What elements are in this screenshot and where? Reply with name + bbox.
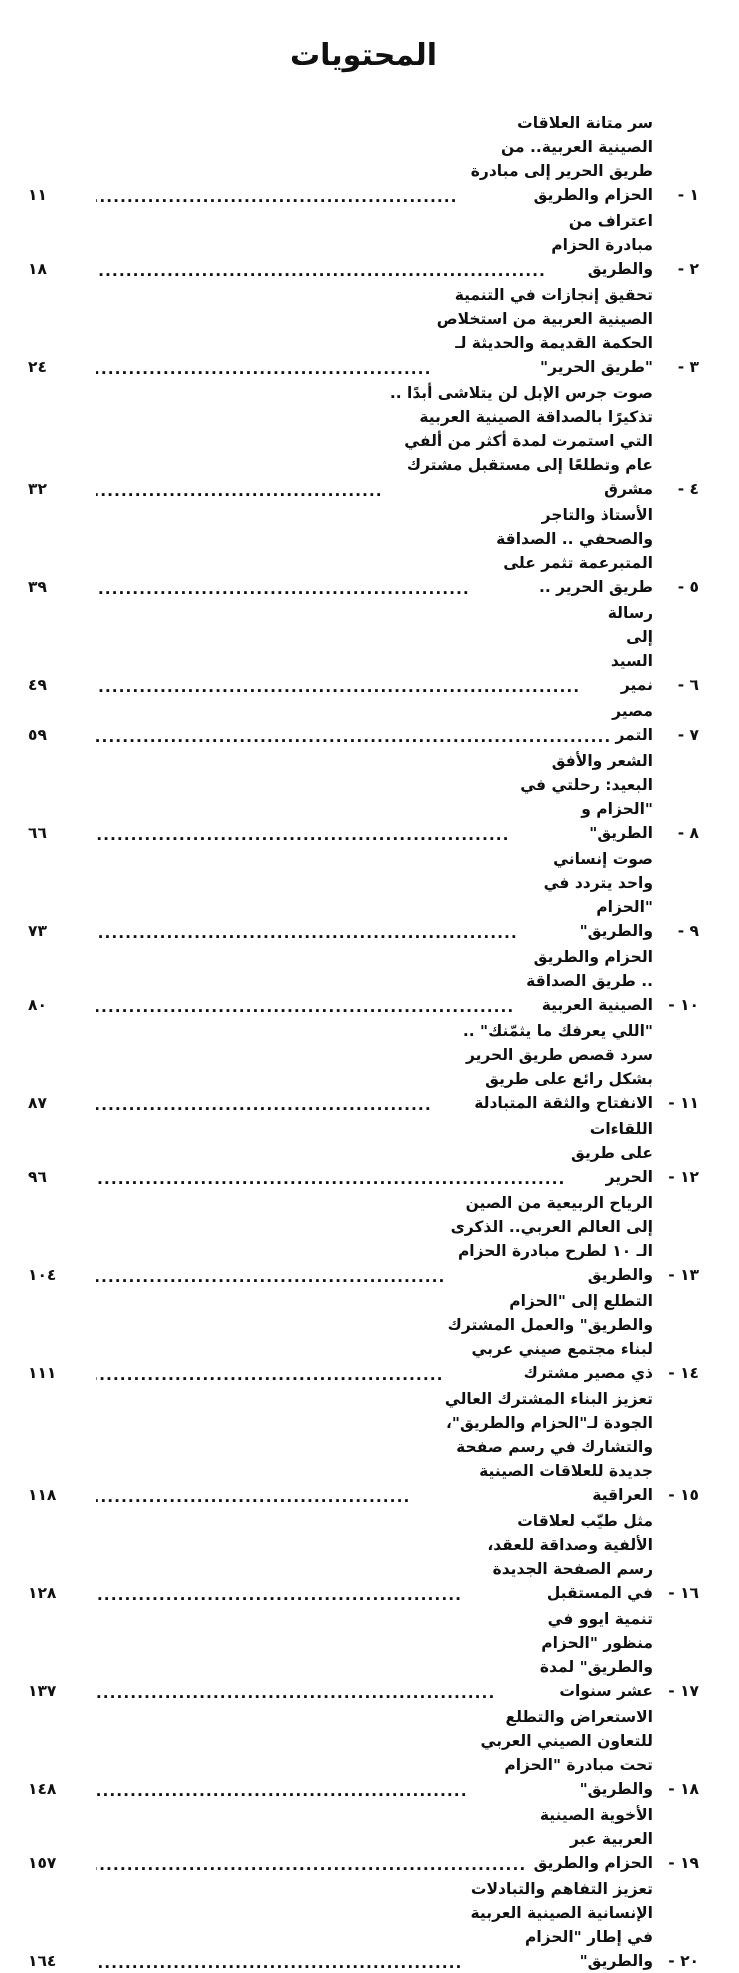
entry-page-number: ١١ — [28, 186, 47, 204]
toc-entry[interactable] — [28, 209, 699, 281]
entry-title: مصير التمر — [612, 702, 653, 744]
entry-title: الأخوية الصينية العربية عبر الحزام والطريق — [533, 1806, 653, 1872]
entry-title: الحزام والطريق .. طريق الصداقة الصينية العربية — [526, 948, 653, 1014]
entry-number: ٢٠ - — [668, 1952, 699, 1970]
dot-leader — [96, 359, 431, 379]
entry-title: الرياح الربيعية من الصين إلى العالم العربي.. الذكرى الـ ١٠ لطرح مبادرة الحزام والطريق — [450, 1194, 653, 1284]
entry-title: سر متانة العلاقات الصينية العربية.. من طريق الحرير إلى مبادرة الحزام والطريق — [470, 114, 653, 204]
entry-title: تنمية ايوو في منظور "الحزام والطريق" لمدة عشر سنوات — [539, 1610, 653, 1700]
toc-entry[interactable] — [28, 749, 699, 845]
entry-title: الاستعراض والتطلع للتعاون الصيني العربي تحت مبادرة "الحزام والطريق" — [480, 1708, 653, 1798]
toc-entry[interactable] — [28, 601, 699, 697]
entry-number: ١٧ - — [668, 1682, 699, 1700]
toc-entry[interactable] — [28, 1803, 699, 1875]
entry-title: صوت جرس الإبل لن يتلاشى أبدًا .. تذكيرًا بالصداقة الصينية العربية التي استمرت لمدة أكثر من ألفي عام وتطلعًا إلى مستقبل مشترك مشرق — [389, 384, 653, 498]
entry-title: رسالة إلى السيد نمير — [607, 604, 653, 694]
toc-entry[interactable] — [28, 1509, 699, 1605]
entry-number: ١٦ - — [668, 1584, 699, 1602]
entry-page-number: ١١١ — [28, 1364, 57, 1382]
entry-page-number: ١١٨ — [28, 1486, 57, 1504]
entry-page-number: ٧٣ — [28, 922, 47, 940]
dot-leader — [96, 1267, 445, 1287]
dot-leader — [96, 1585, 462, 1605]
dot-leader — [96, 261, 546, 281]
entry-number: ٣ - — [677, 358, 699, 376]
dot-leader — [96, 825, 510, 845]
dot-leader — [96, 579, 470, 599]
entry-number: ٤ - — [677, 480, 699, 498]
dot-leader — [96, 481, 383, 501]
entry-number: ١٤ - — [668, 1364, 699, 1382]
entry-title: صوت إنساني واحد يتردد في "الحزام والطريق" — [543, 850, 653, 940]
dot-leader — [96, 677, 580, 697]
entry-page-number: ١٠٤ — [28, 1266, 57, 1284]
toc-entry[interactable] — [28, 847, 699, 943]
dot-leader — [96, 923, 518, 943]
toc-list — [28, 111, 699, 1973]
dot-leader — [96, 1487, 410, 1507]
toc-entry[interactable] — [28, 1191, 699, 1287]
entry-title: تحقيق إنجازات في التنمية الصينية العربية من استخلاص الحكمة القديمة والحديثة لـ "طريق الحرير" — [436, 286, 653, 376]
toc-entry[interactable] — [28, 1607, 699, 1703]
toc-entry[interactable] — [28, 1117, 699, 1189]
toc-entry[interactable] — [28, 1877, 699, 1973]
entry-title: الشعر والأفق البعيد: رحلتي في "الحزام و الطريق" — [520, 752, 653, 842]
entry-number: ١٩ - — [668, 1854, 699, 1872]
entry-title: التطلع إلى "الحزام والطريق" والعمل المشترك لبناء مجتمع صيني عربي ذي مصير مشترك — [447, 1292, 653, 1382]
dot-leader — [96, 1953, 462, 1973]
toc-entry[interactable] — [28, 1387, 699, 1507]
entry-page-number: ٤٩ — [28, 676, 47, 694]
dot-leader — [96, 1095, 432, 1115]
toc-entry[interactable] — [28, 1019, 699, 1115]
dot-leader — [96, 727, 611, 747]
toc-entry[interactable] — [28, 111, 699, 207]
entry-number: ١٢ - — [668, 1168, 699, 1186]
entry-number: ١٥ - — [668, 1486, 699, 1504]
entry-number: ١٣ - — [668, 1266, 699, 1284]
dot-leader — [96, 1683, 495, 1703]
toc-entry[interactable] — [28, 699, 699, 747]
entry-number: ٦ - — [677, 676, 699, 694]
entry-page-number: ٩٦ — [28, 1168, 47, 1186]
entry-number: ٧ - — [677, 726, 699, 744]
entry-page-number: ٢٤ — [28, 358, 47, 376]
toc-entry[interactable] — [28, 945, 699, 1017]
entry-number: ٢ - — [677, 260, 699, 278]
toc-entry[interactable] — [28, 1705, 699, 1801]
dot-leader — [96, 187, 458, 207]
entry-page-number: ١٥٧ — [28, 1854, 57, 1872]
entry-number: ١٨ - — [668, 1780, 699, 1798]
entry-page-number: ٦٦ — [28, 824, 47, 842]
entry-number: ١ - — [677, 186, 699, 204]
entry-number: ١١ - — [668, 1094, 699, 1112]
entry-page-number: ٣٢ — [28, 480, 47, 498]
dot-leader — [96, 997, 514, 1017]
dot-leader — [96, 1855, 526, 1875]
entry-page-number: ٨٠ — [28, 996, 47, 1014]
entry-title: الأستاذ والتاجر والصحفي .. الصداقة المتبرعمة تثمر على طريق الحرير .. — [496, 506, 653, 596]
toc-entry[interactable] — [28, 283, 699, 379]
toc-entry[interactable] — [28, 503, 699, 599]
entry-page-number: ٥٩ — [28, 726, 47, 744]
entry-title: "اللي يعرفك ما يثمّنك" .. سرد قصص طريق الحرير بشكل رائع على طريق الانفتاح والثقة المتبادلة — [462, 1022, 653, 1112]
entry-number: ١٠ - — [668, 996, 699, 1014]
entry-number: ٥ - — [677, 578, 699, 596]
entry-title: تعزيز التفاهم والتبادلات الإنسانية الصينية العربية في إطار "الحزام والطريق" — [470, 1880, 653, 1970]
entry-number: ٨ - — [677, 824, 699, 842]
entry-page-number: ٨٧ — [28, 1094, 47, 1112]
toc-entry[interactable] — [28, 1289, 699, 1385]
entry-title: اللقاءات على طريق الحرير — [570, 1120, 653, 1186]
entry-title: مثل طيّب لعلاقات الألفية وصداقة للعقد، رسم الصفحة الجديدة في المستقبل — [487, 1512, 653, 1602]
entry-page-number: ١٤٨ — [28, 1780, 57, 1798]
toc-entry[interactable] — [28, 381, 699, 501]
entry-page-number: ١٨ — [28, 260, 47, 278]
entry-page-number: ١٣٧ — [28, 1682, 57, 1700]
page-title: المحتويات — [289, 38, 437, 73]
dot-leader — [96, 1169, 565, 1189]
dot-leader — [96, 1781, 468, 1801]
entry-number: ٩ - — [677, 922, 699, 940]
dot-leader — [96, 1365, 444, 1385]
entry-page-number: ١٦٤ — [28, 1952, 57, 1970]
entry-title: اعتراف من مبادرة الحزام والطريق — [551, 212, 653, 278]
entry-title: تعزيز البناء المشترك العالي الجودة لـ"الحزام والطريق"، والتشارك في رسم صفحة جديدة للعلاقات الصينية العراقية — [444, 1390, 653, 1504]
entry-page-number: ٣٩ — [28, 578, 47, 596]
entry-page-number: ١٢٨ — [28, 1584, 57, 1602]
